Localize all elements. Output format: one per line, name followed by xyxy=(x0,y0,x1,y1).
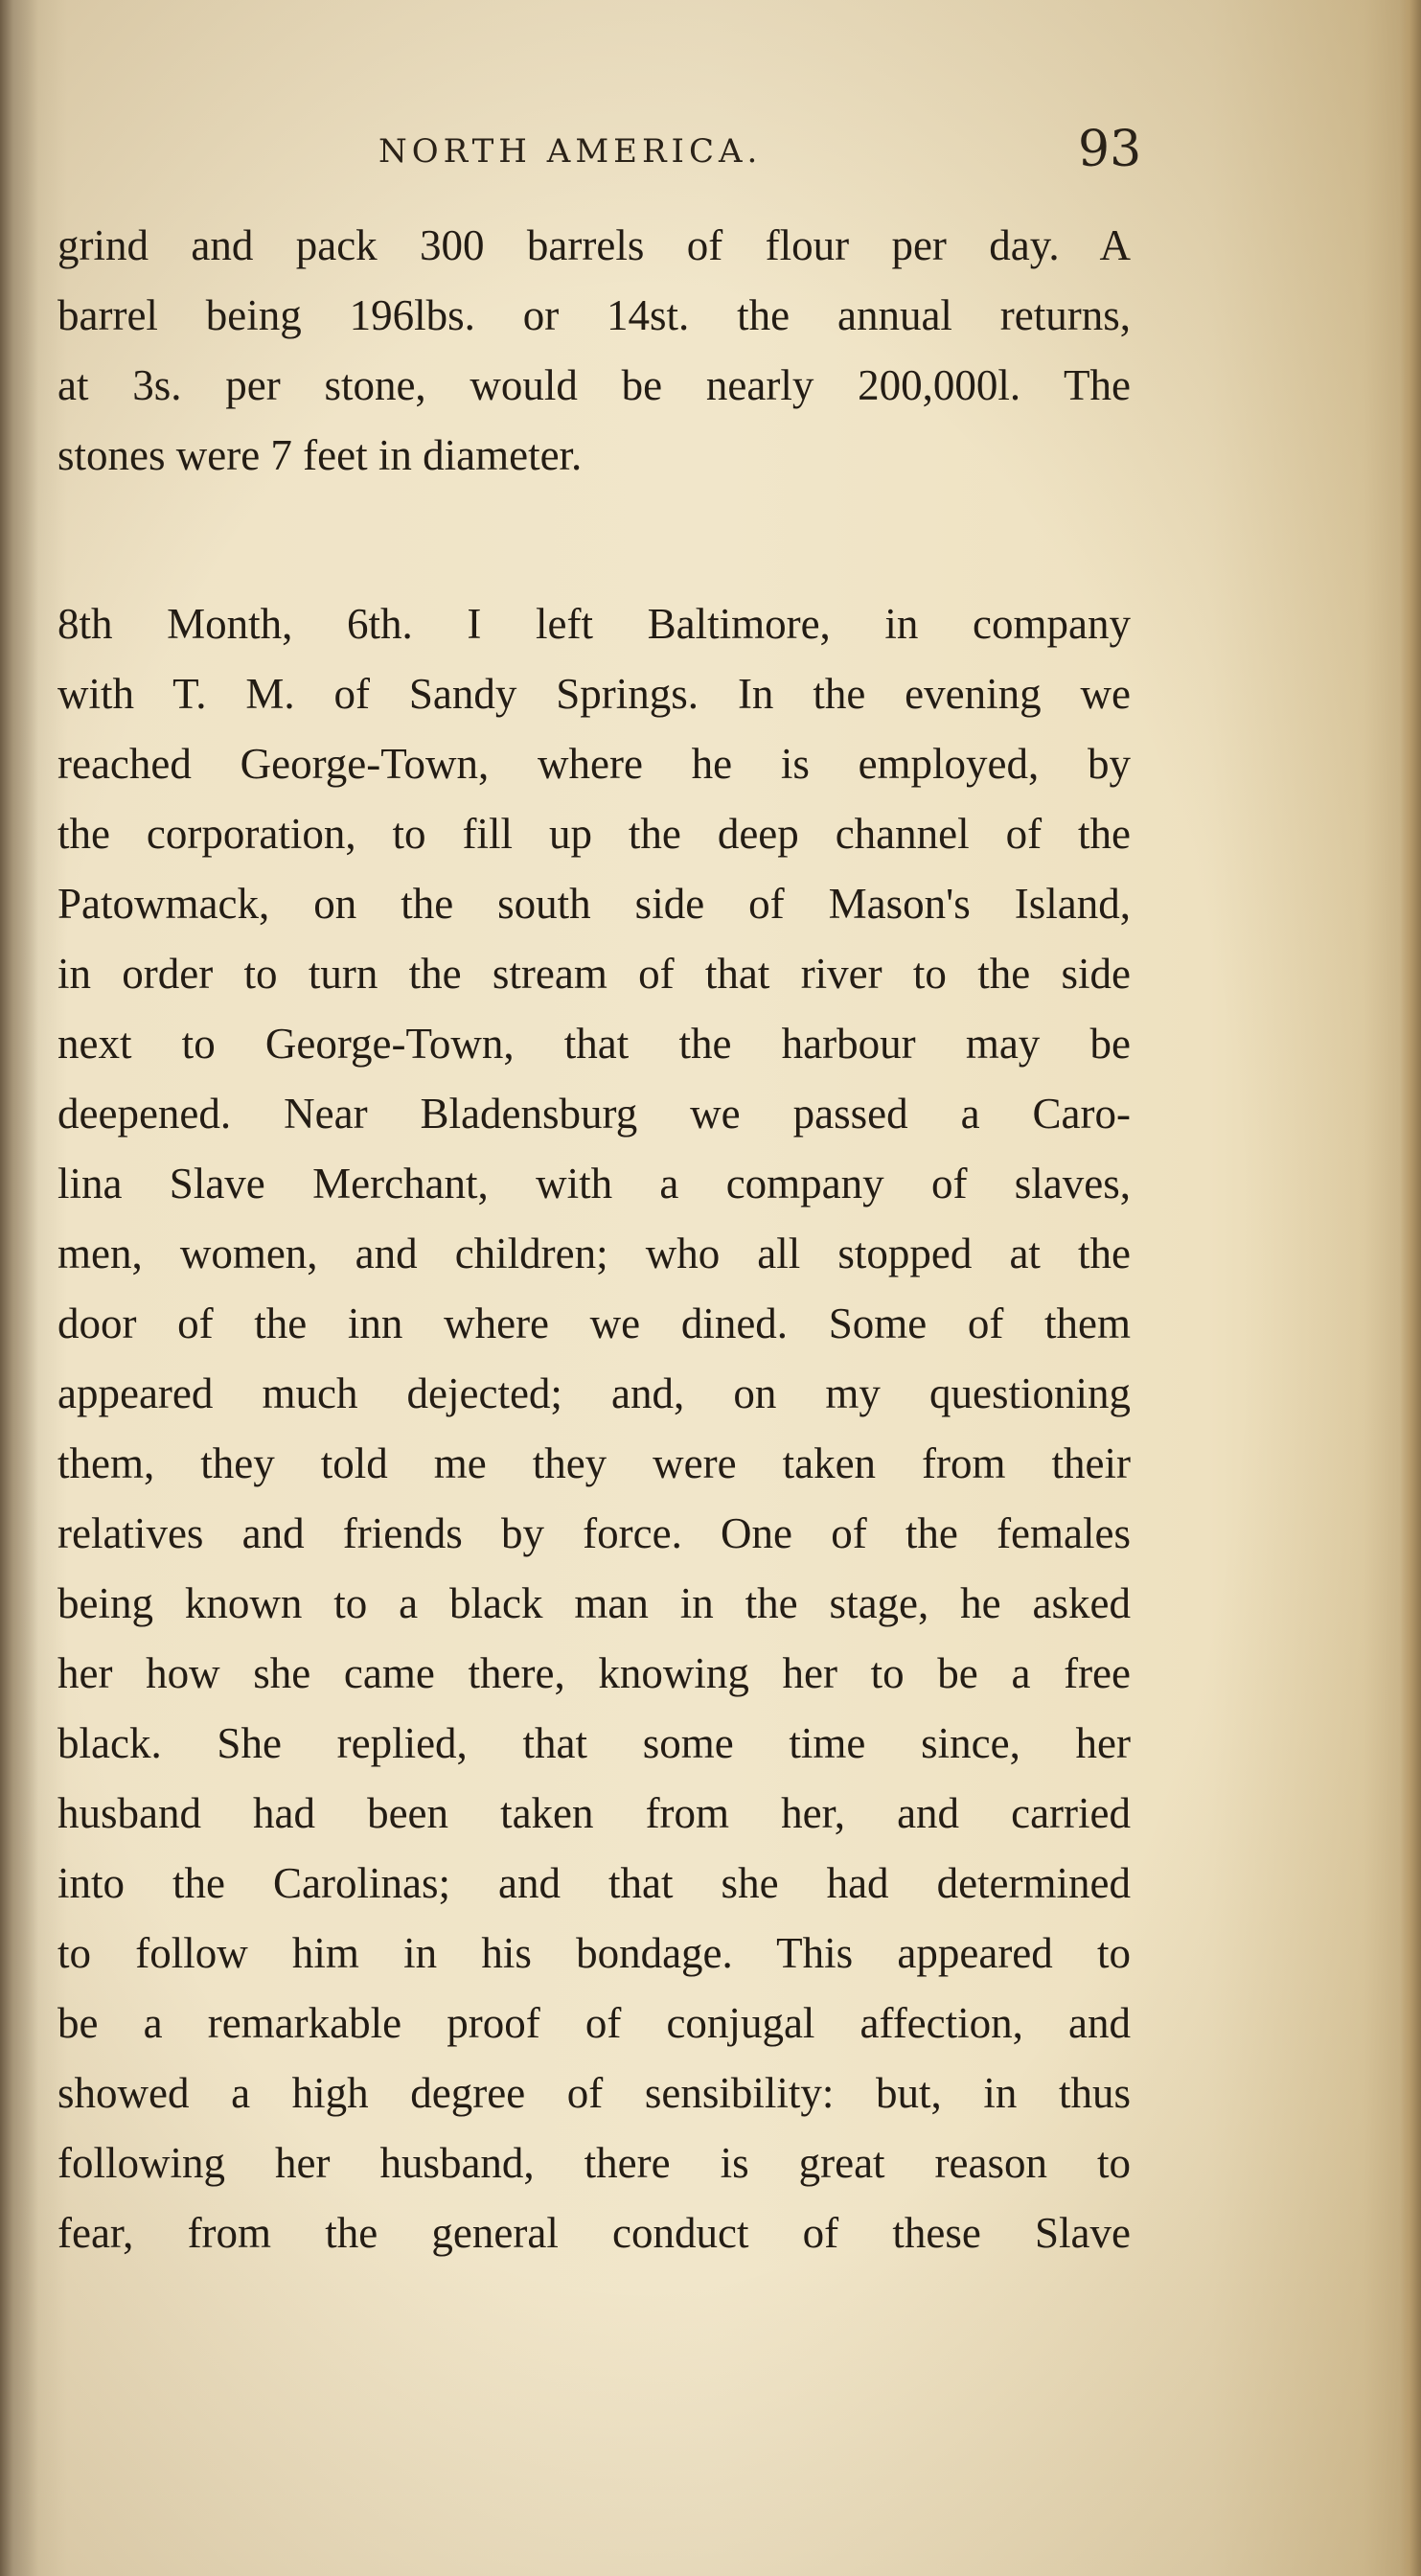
text-line: be a remarkable proof of conjugal affection, and xyxy=(57,1999,1131,2047)
text-line: the corporation, to fill up the deep channel of the xyxy=(57,810,1131,858)
page-number: 93 xyxy=(1078,121,1142,178)
running-head xyxy=(0,0,1421,211)
text-line: husband had been taken from her, and carried xyxy=(57,1789,1131,1837)
text-line: men, women, and children; who all stopped at the xyxy=(57,1230,1131,1277)
running-head-title: NORTH AMERICA. xyxy=(378,132,763,171)
text-line: relatives and friends by force. One of the females xyxy=(57,1509,1131,1557)
text-line: Patowmack, on the south side of Mason's Island, xyxy=(57,880,1131,928)
text-line: deepened. Near Bladensburg we passed a Caro- xyxy=(57,1090,1131,1138)
text-line: them, they told me they were taken from their xyxy=(57,1439,1131,1487)
text-line: following her husband, there is great reason to xyxy=(57,2139,1131,2187)
text-line: at 3s. per stone, would be nearly 200,000l. The xyxy=(57,361,1131,409)
text-line: in order to turn the stream of that river to the side xyxy=(57,950,1131,998)
text-line: to follow him in his bondage. This appeared to xyxy=(57,1929,1131,1977)
fore-edge-shadow xyxy=(1400,0,1421,2576)
text-line: her how she came there, knowing her to be a free xyxy=(57,1649,1131,1697)
text-line: appeared much dejected; and, on my questioning xyxy=(57,1369,1131,1417)
text-line: stones were 7 feet in diameter. xyxy=(57,431,583,479)
text-line: into the Carolinas; and that she had determined xyxy=(57,1859,1131,1907)
text-line: door of the inn where we dined. Some of them xyxy=(57,1300,1131,1347)
text-line: next to George-Town, that the harbour may be xyxy=(57,1020,1131,1068)
binding-edge-shadow xyxy=(0,0,38,2576)
text-line: with T. M. of Sandy Springs. In the evening we xyxy=(57,670,1131,718)
text-line: being known to a black man in the stage, he asked xyxy=(57,1579,1131,1627)
text-line: black. She replied, that some time since, her xyxy=(57,1719,1131,1767)
text-line: showed a high degree of sensibility: but, in thus xyxy=(57,2069,1131,2117)
text-line: barrel being 196lbs. or 14st. the annual returns, xyxy=(57,291,1131,339)
text-line: 8th Month, 6th. I left Baltimore, in company xyxy=(57,600,1131,648)
text-line: reached George-Town, where he is employed, by xyxy=(57,740,1131,788)
text-line: grind and pack 300 barrels of flour per day. A xyxy=(57,221,1131,269)
text-line: lina Slave Merchant, with a company of slaves, xyxy=(57,1160,1131,1208)
text-line: fear, from the general conduct of these Slave xyxy=(57,2209,1131,2257)
